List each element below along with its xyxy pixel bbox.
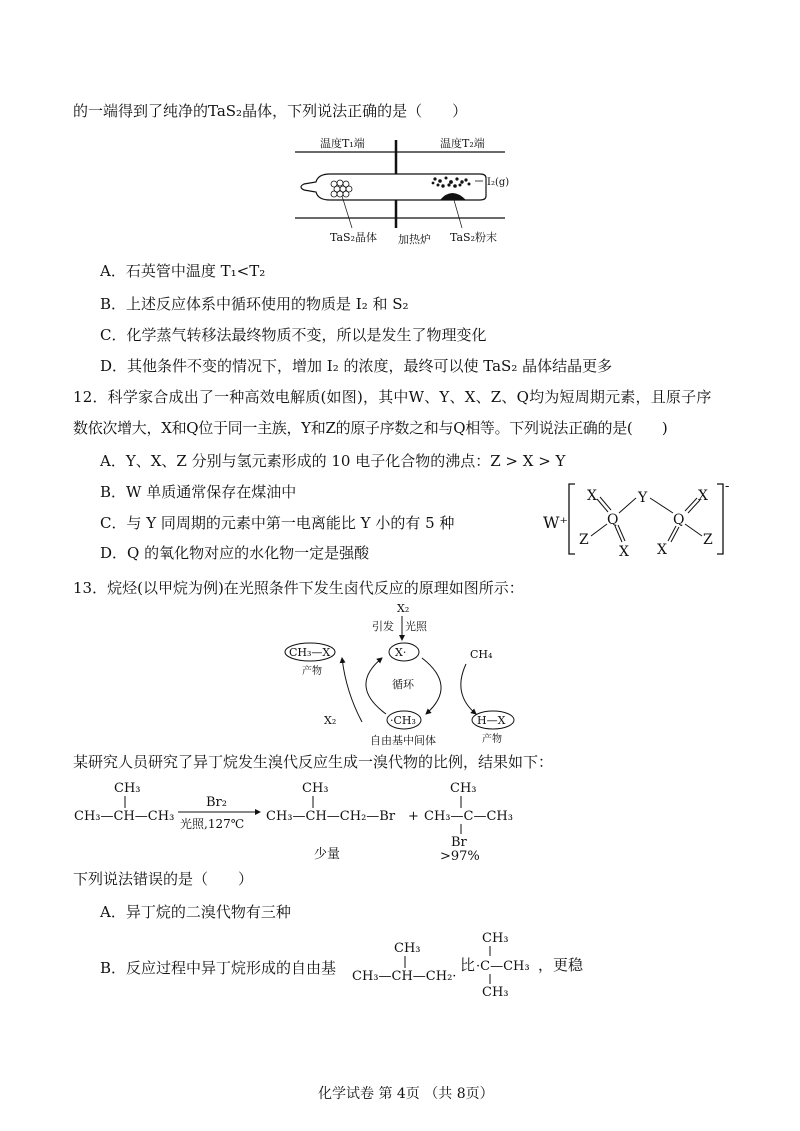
- atom-x1: X: [587, 488, 597, 504]
- cycle-label: 循环: [392, 678, 414, 691]
- label-t2: 温度T₂端: [440, 137, 485, 150]
- amount-product2: >97%: [440, 849, 480, 864]
- product1-ch3-branch: CH₃: [302, 781, 329, 796]
- q13-question: 下列说法错误的是（ ）: [73, 870, 254, 888]
- q12-option-c: C．与 Y 同周期的元素中第一电离能比 Y 小的有 5 种: [100, 514, 455, 532]
- atom-x2: X: [698, 488, 708, 504]
- q13-option-a: A．异丁烷的二溴代物有三种: [100, 903, 291, 921]
- cycle-product-left: 产物: [302, 666, 322, 677]
- page-footer: 化学试卷 第 4页 （共 8页）: [318, 1086, 494, 1102]
- atom-z1: Z: [579, 532, 589, 548]
- label-i2: I₂(g): [487, 177, 510, 188]
- q12-stem-line1: 12．科学家合成出了一种高效电解质(如图)，其中W、Y、X、Z、Q均为短周期元素，且原子序: [73, 388, 712, 406]
- atom-x3: X: [619, 544, 629, 560]
- atom-q-left: Q: [607, 512, 619, 528]
- reactant-chain: CH₃—CH—CH₃: [74, 809, 175, 824]
- cycle-product-right: 产物: [482, 734, 502, 745]
- product1-chain: CH₃—CH—CH₂—Br: [266, 809, 396, 824]
- option-b-post: ，更稳: [538, 956, 584, 974]
- cycle-hx: H—X: [477, 714, 506, 727]
- q13-option-b-radicals: [348, 930, 588, 1000]
- atom-x4: X: [657, 542, 667, 558]
- q11-option-d: D．其他条件不变的情况下，增加 I₂ 的浓度，最终可以使 TaS₂ 晶体结晶更多: [100, 357, 613, 375]
- q13-option-b-pre: B．反应过程中异丁烷形成的自由基: [100, 959, 337, 977]
- label-t1: 温度T₁端: [320, 137, 365, 150]
- q11-option-c: C．化学蒸气转移法最终物质不变，所以是发生了物理变化: [100, 326, 487, 344]
- atom-y: Y: [638, 490, 648, 506]
- atom-q-right: Q: [673, 512, 685, 528]
- reactant-ch3-branch: CH₃: [114, 781, 141, 796]
- q11-option-a: A．石英管中温度 T₁<T₂: [100, 262, 266, 280]
- cycle-ch3x: CH₃—X: [289, 646, 331, 659]
- cycle-light: 光照: [405, 620, 427, 633]
- q12-option-b: B．W 单质通常保存在煤油中: [100, 483, 297, 501]
- q11-stem-tail: 的一端得到了纯净的TaS₂晶体，下列说法正确的是（ ）: [73, 102, 468, 120]
- radical1-ch3-branch: CH₃: [394, 941, 421, 956]
- q13-stem: 13．烷烃(以甲烷为例)在光照条件下发生卤代反应的原理如图所示：: [73, 579, 524, 597]
- cycle-initiation: 引发: [372, 620, 394, 633]
- q11-tube-diagram: [290, 130, 530, 250]
- atom-z2: Z: [703, 532, 713, 548]
- q12-electrolyte-structure: [535, 478, 750, 563]
- product2-br: Br: [451, 835, 467, 850]
- cycle-ch3-radical: ·CH₃: [390, 714, 416, 727]
- cycle-ch4: CH₄: [470, 648, 493, 661]
- label-crystal: TaS₂晶体: [330, 231, 377, 244]
- q12-option-d: D．Q 的氧化物对应的水化物一定是强酸: [100, 544, 370, 562]
- radical2-chain: ·C—CH₃: [476, 959, 530, 974]
- cycle-x-radical: X·: [395, 646, 407, 659]
- reagent-br2: Br₂: [206, 795, 227, 810]
- cycle-intermediate: 自由基中间体: [370, 734, 436, 747]
- q12-option-a: A．Y、X、Z 分别与氢元素形成的 10 电子化合物的沸点：Z > X > Y: [100, 452, 566, 470]
- radical2-ch3-bottom: CH₃: [482, 985, 509, 1000]
- q12-stem-line2: 数依次增大，X和Q位于同一主族，Y和Z的原子序数之和与Q相等。下列说法正确的是( ): [73, 419, 668, 437]
- product2-ch3-branch: CH₃: [450, 781, 477, 796]
- amount-product1: 少量: [314, 847, 341, 862]
- q13-radical-cycle: [280, 600, 520, 748]
- reaction-plus: +: [408, 809, 419, 824]
- q11-option-b: B．上述反应体系中循环使用的物质是 I₂ 和 S₂: [100, 295, 409, 313]
- radical1-chain: CH₃—CH—CH₂·: [352, 969, 457, 984]
- reaction-condition: 光照,127℃: [180, 817, 245, 831]
- label-furnace: 加热炉: [398, 233, 431, 246]
- option-b-bi: 比: [460, 956, 476, 974]
- w-cation: W⁺: [543, 513, 568, 532]
- product2-chain: CH₃—C—CH₃: [424, 809, 513, 824]
- q13-bromination-reaction: [70, 774, 513, 864]
- cycle-x2-top: X₂: [397, 602, 410, 615]
- charge-minus: -: [725, 479, 730, 494]
- cycle-x2-bottom: X₂: [324, 714, 337, 727]
- label-powder: TaS₂粉末: [450, 231, 497, 244]
- q13-research: 某研究人员研究了异丁烷发生溴代反应生成一溴代物的比例，结果如下：: [73, 753, 554, 771]
- radical2-ch3-top: CH₃: [482, 931, 509, 946]
